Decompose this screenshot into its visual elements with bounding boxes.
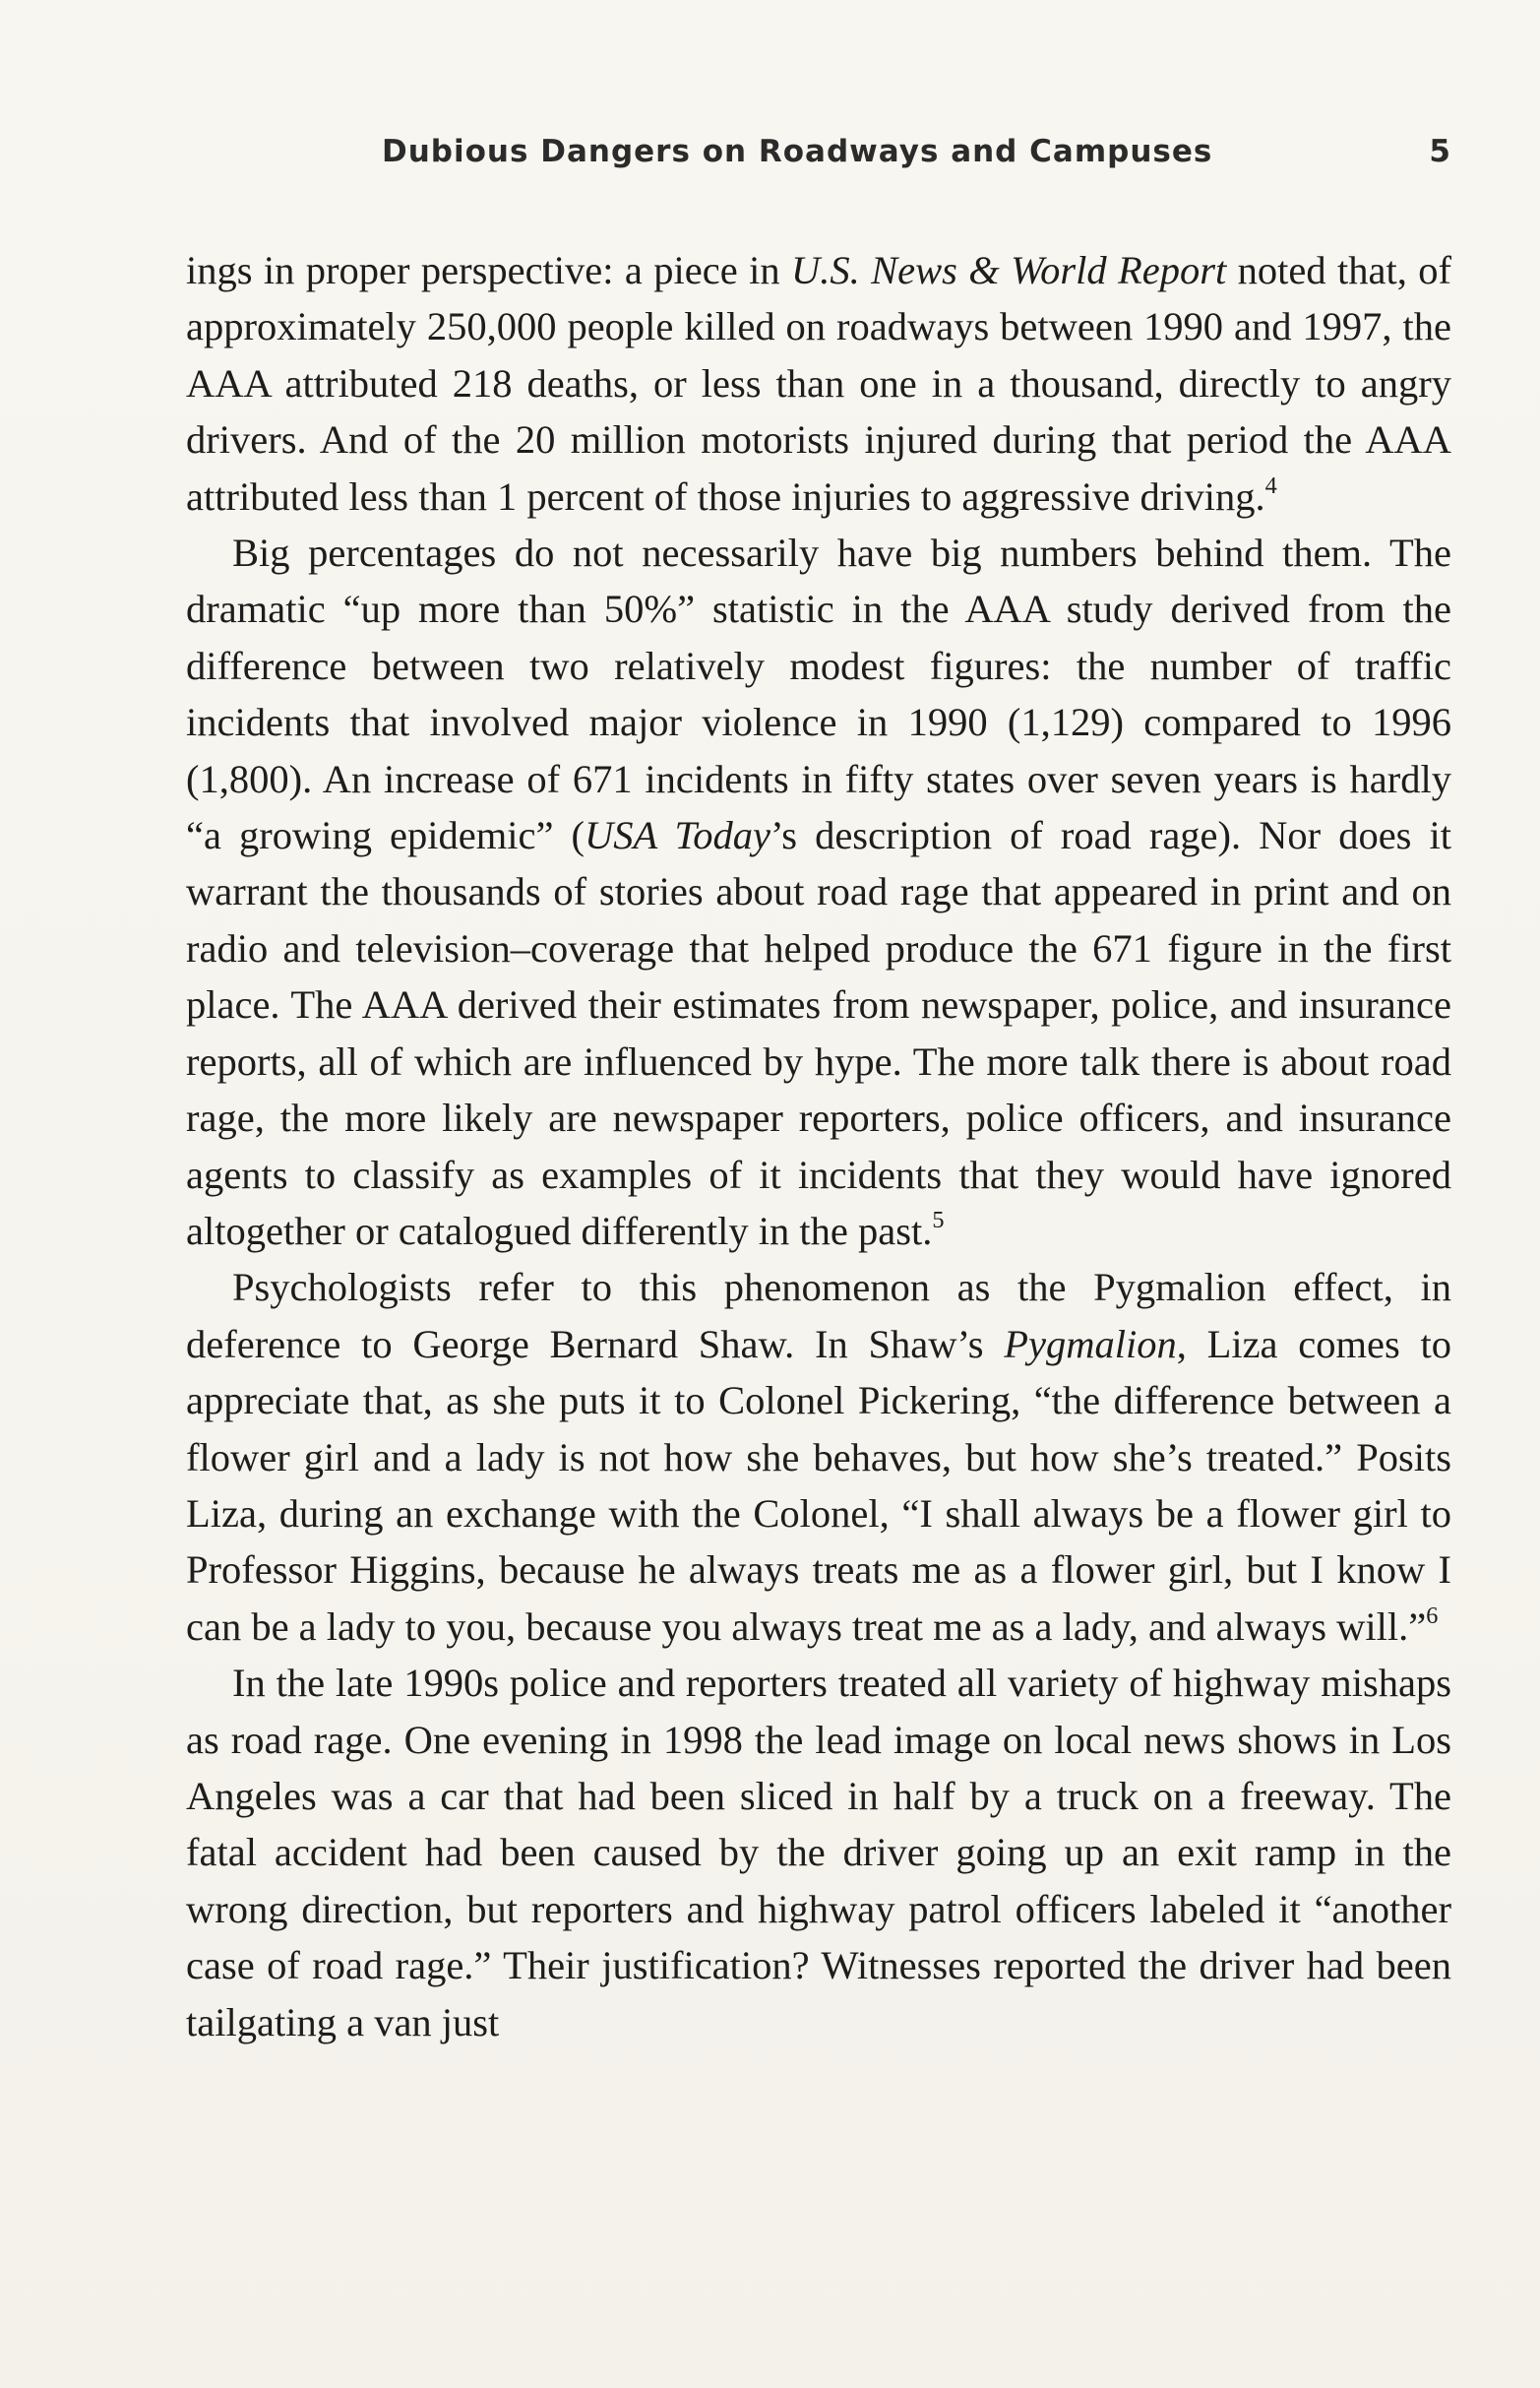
text-run: ’s description of road rage). Nor does it warrant the thousands of stories about road rage that appeared in print and on radio and television–coverage that helped produce the 671 figure in the first place. The AAA derived their estimates from newspaper, police, and insurance reports, all of which are influenced by hype. The more talk there is about road rage, the more likely are newspaper reporters, police officers, and insurance agents to classify as examples of it incidents that they would have ignored altogether or catalogued differently in the past. xyxy=(186,813,1451,1253)
text-run: noted that, of approximately 250,000 people killed on roadways between 1990 and 1997, the AAA attributed 218 deaths, or less than one in a thousand, directly to angry drivers. And of the 20 million motorists injured during that period the AAA attributed less than 1 percent of those injuries to aggressive driving. xyxy=(186,248,1451,519)
text-run-italic: Pygmalion xyxy=(1004,1321,1177,1366)
text-run: Psychologists refer to this phenomenon as the Pygmalion effect, in deference to George Bernard Shaw. In Shaw’s xyxy=(186,1265,1451,1366)
running-title: Dubious Dangers on Roadways and Campuses xyxy=(382,134,1213,169)
paragraph xyxy=(186,525,1451,1259)
body-text xyxy=(186,242,1451,2050)
text-run: In the late 1990s police and reporters treated all variety of highway mishaps as road rage. One evening in 1998 the lead image on local news shows in Los Angeles was a car that had been sliced in half by a truck on a freeway. The fatal accident had been caused by the driver going up an exit ramp in the wrong direction, but reporters and highway patrol officers labeled it “another case of road rage.” Their justification? Witnesses reported the driver had been tailgating a van just xyxy=(186,1661,1451,2044)
text-run: Big percentages do not necessarily have big numbers behind them. The dramatic “up more than 50%” statistic in the AAA study derived from the difference between two relatively modest figures: the number of traffic incidents that involved major violence in 1990 (1,129) compared to 1996 (1,800). An increase of 671 incidents in fifty states over seven years is hardly “a growing epidemic” ( xyxy=(186,531,1451,858)
footnote-ref: 5 xyxy=(932,1206,945,1233)
text-run-italic: U.S. News & World Report xyxy=(790,248,1227,292)
paragraph xyxy=(186,1259,1451,1655)
text-run: ings in proper perspective: a piece in xyxy=(186,248,791,292)
running-head xyxy=(186,134,1451,183)
footnote-ref: 6 xyxy=(1426,1602,1439,1629)
paragraph xyxy=(186,1655,1451,2050)
page-number: 5 xyxy=(1429,134,1451,169)
text-run: , Liza comes to appreciate that, as she puts it to Colonel Pickering, “the difference between a flower girl and a lady is not how she behaves, but how she’s treated.” Posits Liza, during an exchange with the Colonel, “I shall always be a flower girl to Professor Higgins, because he always treats me as a flower girl, but I know I can be a lady to you, because you always treat me as a lady, and always will.” xyxy=(186,1321,1451,1649)
paragraph xyxy=(186,242,1451,525)
footnote-ref: 4 xyxy=(1264,471,1277,499)
text-run-italic: USA Today xyxy=(584,813,771,858)
